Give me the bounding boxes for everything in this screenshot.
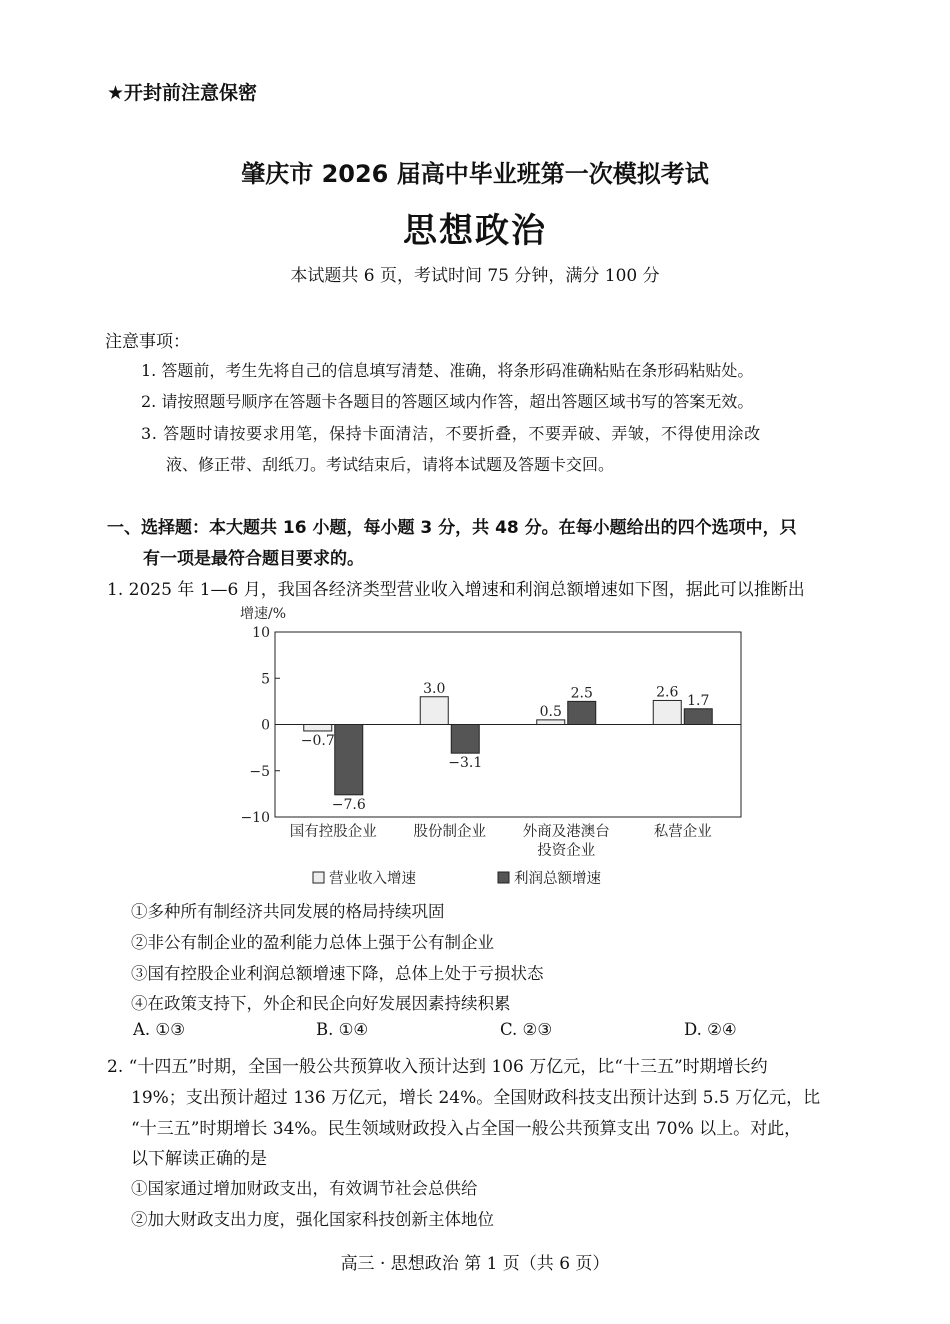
q2-stem-line3: “十三五”时期增长 34%。民生领域财政投入占全国一般公共预算支出 70% 以上。对此， [131,1119,802,1139]
x-category-label: 国有控股企业 [289,824,377,840]
bar-revenue [420,697,448,725]
legend-label: 利润总额增速 [514,871,601,887]
bar-data-label: 3.0 [423,680,446,697]
q2-stem-line1: 2. “十四五”时期，全国一般公共预算收入预计达到 106 万亿元，比“十三五”时期增长约 [107,1057,768,1077]
x-category-label-line2: 投资企业 [537,843,596,859]
bar-data-label: 2.6 [656,684,679,701]
q1-choice-d[interactable]: D. ②④ [684,1020,737,1039]
y-tick-label: 10 [252,625,270,641]
q1-option-4: ④在政策支持下，外企和民企向好发展因素持续积累 [131,994,511,1013]
exam-info: 本试题共 6 页，考试时间 75 分钟，满分 100 分 [290,266,660,286]
bar-revenue [537,720,565,725]
section1-heading-cont: 有一项是最符合题目要求的。 [143,549,364,569]
notice-item-3-cont: 液、修正带、刮纸刀。考试结束后，请将本试题及答题卡交回。 [166,455,615,474]
q1-choice-b[interactable]: B. ①④ [316,1020,369,1039]
bar-data-label: −7.6 [331,796,366,813]
subject-title: 思想政治 [403,211,547,251]
chart-ylabel: 增速/% [240,606,287,622]
y-tick-label: 5 [261,671,270,688]
bar-data-label: −3.1 [448,755,483,772]
confidential-label: ★开封前注意保密 [107,82,258,104]
y-tick-label: 0 [261,717,270,734]
bar-profit [684,709,712,725]
notice-item-3: 3. 答题时请按要求用笔，保持卡面清洁，不要折叠，不要弄破、弄皱，不得使用涂改 [141,424,761,443]
y-tick-label: −10 [240,810,270,826]
bar-data-label: −0.7 [300,732,335,749]
q2-stem-line2: 19%；支出预计超过 136 万亿元，增长 24%。全国财政科技支出预计达到 5.5 万亿元，比 [131,1088,821,1108]
notice-item-1: 1. 答题前，考生先将自己的信息填写清楚、准确，将条形码准确粘贴在条形码粘贴处。 [141,361,754,380]
section1-heading: 一、选择题：本大题共 16 小题，每小题 3 分，共 48 分。在每小题给出的四个选项中，只 [107,518,797,538]
q2-stem-line4: 以下解读正确的是 [131,1149,267,1169]
q2-option-2: ②加大财政支出力度，强化国家科技创新主体地位 [131,1210,494,1229]
legend-swatch [498,872,509,883]
legend-label: 营业收入增速 [329,871,416,887]
q1-choice-a[interactable]: A. ①③ [133,1020,185,1039]
bar-profit [568,701,596,724]
bar-profit [451,725,479,754]
notice-heading: 注意事项： [105,332,190,352]
x-category-label: 股份制企业 [413,824,486,840]
bar-data-label: 0.5 [539,703,562,720]
y-tick-label: −5 [249,763,270,780]
q1-option-3: ③国有控股企业利润总额增速下降，总体上处于亏损状态 [131,964,544,983]
q1-bar-chart [225,600,745,895]
bar-revenue [653,700,681,724]
bar-data-label: 1.7 [687,692,710,709]
q1-option-1: ①多种所有制经济共同发展的格局持续巩固 [131,902,445,921]
q1-stem: 1. 2025 年 1—6 月，我国各经济类型营业收入增速和利润总额增速如下图，据此可以推断出 [107,580,805,600]
legend-swatch [313,872,324,883]
exam-title: 肇庆市 2026 届高中毕业班第一次模拟考试 [241,160,709,188]
q1-choice-c[interactable]: C. ②③ [500,1020,553,1039]
q2-option-1: ①国家通过增加财政支出，有效调节社会总供给 [131,1179,478,1198]
notice-item-2: 2. 请按照题号顺序在答题卡各题目的答题区域内作答，超出答题区域书写的答案无效。 [141,392,754,411]
q1-option-2: ②非公有制企业的盈利能力总体上强于公有制企业 [131,933,494,952]
page-footer: 高三 · 思想政治 第 1 页（共 6 页） [340,1254,610,1274]
bar-profit [335,725,363,795]
x-category-label: 外商及港澳台 [522,824,610,840]
x-category-label: 私营企业 [653,824,712,840]
bar-data-label: 2.5 [570,685,593,702]
bar-revenue [304,725,332,731]
